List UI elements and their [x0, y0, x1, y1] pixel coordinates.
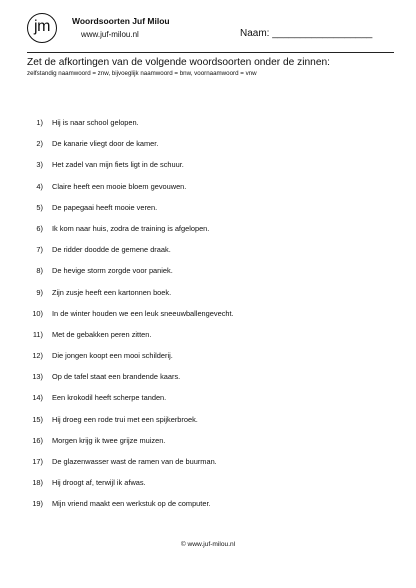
sentence-text: De hevige storm zorgde voor paniek.	[52, 266, 173, 276]
sentence-text: Hij droeg een rode trui met een spijkerbroek.	[52, 414, 198, 424]
sentence-text: Morgen krijg ik twee grijze muizen.	[52, 435, 166, 445]
sentence-number: 17)	[32, 457, 43, 466]
sentence-text: Een krokodil heeft scherpe tanden.	[52, 393, 167, 403]
sentence-number: 8)	[36, 266, 43, 276]
sentence-number: 13)	[32, 372, 43, 382]
sentence-number: 12)	[32, 351, 43, 361]
sentence-text: Zijn zusje heeft een kartonnen boek.	[52, 287, 172, 297]
sentence-text: In de winter houden we een leuk sneeuwballengevecht.	[52, 308, 234, 318]
footer-copyright: © www.juf-milou.nl	[180, 541, 236, 548]
sentence-text: Claire heeft een mooie bloem gevouwen.	[52, 181, 187, 191]
sentence-number: 7)	[36, 245, 43, 255]
brand-title: Woordsoorten Juf Milou	[72, 16, 170, 26]
sentence-number: 9)	[36, 287, 43, 297]
sentence-number: 15)	[32, 414, 43, 424]
sentence-text: Die jongen koopt een mooi schilderij.	[52, 351, 173, 361]
sentence-text: Mijn vriend maakt een werkstuk op de computer.	[52, 499, 211, 509]
sentence-text: De kanarie vliegt door de kamer.	[52, 139, 159, 149]
logo-text: jm	[34, 18, 50, 35]
sentence-text: Hij is naar school gelopen.	[52, 118, 139, 127]
sentence-number: 4)	[36, 181, 43, 191]
sentence-text: Het zadel van mijn fiets ligt in de schuur.	[52, 160, 184, 170]
sentence-text: Ik kom naar huis, zodra de training is afgelopen.	[52, 223, 210, 233]
instruction-text: Zet de afkortingen van de volgende woordsoorten onder de zinnen:	[27, 57, 331, 68]
sentence-number: 1)	[36, 118, 43, 127]
sentence-number: 2)	[36, 139, 43, 149]
brand-url: www.juf-milou.nl	[81, 30, 139, 39]
sentence-number: 11)	[32, 329, 43, 339]
abbreviation-legend: zelfstandig naamwoord = znw, bijvoeglijk naamwoord = bnw, voornaamwoord = vnw	[27, 70, 257, 77]
sentence-text: Met de gebakken peren zitten.	[52, 329, 152, 339]
sentence-number: 16)	[32, 435, 43, 445]
sentence-number: 10)	[32, 308, 43, 318]
sentence-text: Op de tafel staat een brandende kaars.	[52, 372, 181, 382]
sentence-text: De papegaai heeft mooie veren.	[52, 202, 158, 212]
logo	[27, 13, 57, 43]
name-field-label: Naam: __________________	[240, 28, 373, 39]
sentence-number: 3)	[36, 160, 43, 170]
sentence-text: De ridder doodde de gemene draak.	[52, 245, 171, 255]
sentence-number: 14)	[32, 393, 43, 403]
sentence-text: Hij droogt af, terwijl ik afwas.	[52, 478, 146, 488]
sentence-number: 18)	[32, 478, 43, 488]
sentence-number: 19)	[32, 499, 43, 509]
header-divider	[27, 52, 394, 53]
sentence-number: 5)	[36, 202, 43, 212]
sentence-text: De glazenwasser wast de ramen van de buurman.	[52, 457, 217, 466]
sentence-number: 6)	[36, 223, 43, 233]
